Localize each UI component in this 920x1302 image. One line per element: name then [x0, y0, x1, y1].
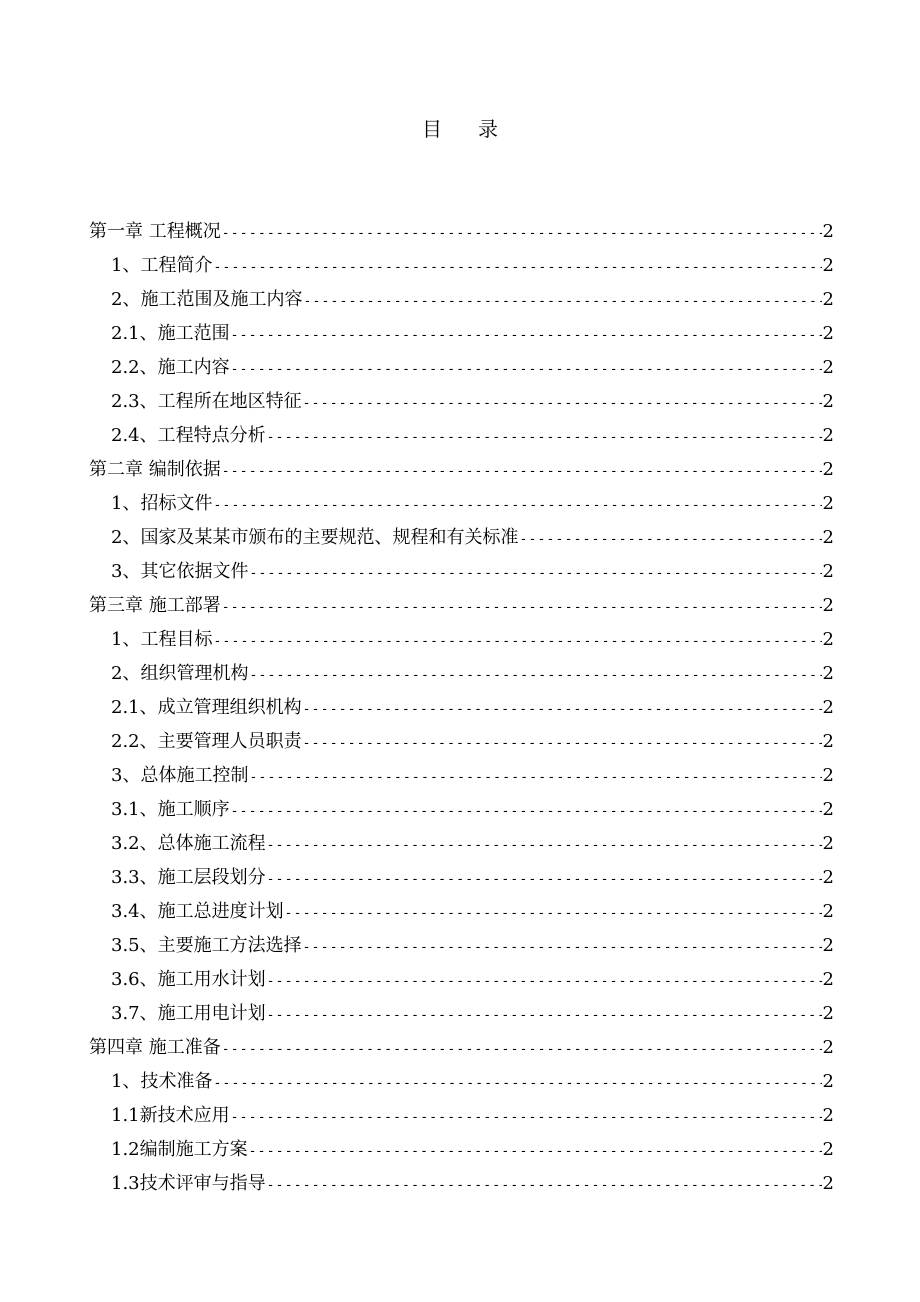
toc-page-number: 2 — [822, 527, 834, 548]
toc-dot-leader — [267, 863, 822, 895]
toc-section-entry[interactable] — [89, 521, 834, 555]
toc-page-number: 2 — [822, 1173, 834, 1194]
toc-dot-leader — [249, 659, 821, 691]
toc-page-number: 2 — [822, 799, 834, 820]
toc-section-entry[interactable] — [89, 657, 834, 691]
toc-dot-leader — [303, 285, 821, 317]
toc-page-number: 2 — [822, 697, 834, 718]
toc-list — [89, 215, 834, 1201]
toc-entry-text: 1、工程目标 — [111, 629, 213, 650]
toc-section-entry[interactable] — [89, 1065, 834, 1099]
toc-dot-leader — [222, 1033, 822, 1065]
toc-section-entry[interactable] — [89, 929, 834, 963]
toc-page-number: 2 — [822, 629, 834, 650]
toc-section-entry[interactable] — [89, 1133, 834, 1167]
toc-page-number: 2 — [822, 765, 834, 786]
toc-page-number: 2 — [822, 221, 834, 242]
toc-entry-text: 1.1新技术应用 — [111, 1105, 230, 1126]
toc-page-number: 2 — [822, 833, 834, 854]
toc-dot-leader — [249, 1135, 822, 1167]
toc-entry-text: 第一章 工程概况 — [89, 221, 221, 242]
toc-section-entry[interactable] — [89, 827, 834, 861]
toc-entry-text: 第二章 编制依据 — [89, 459, 221, 480]
toc-page-number: 2 — [822, 323, 834, 344]
toc-entry-text: 2、国家及某某市颁布的主要规范、规程和有关标准 — [111, 527, 519, 548]
toc-entry-text: 2.2、主要管理人员职责 — [111, 731, 302, 752]
toc-title-part2: 录 — [478, 117, 498, 141]
toc-chapter-entry[interactable] — [89, 215, 834, 249]
toc-page-number: 2 — [822, 1105, 834, 1126]
toc-page-number: 2 — [822, 425, 834, 446]
toc-dot-leader — [303, 727, 822, 759]
toc-section-entry[interactable] — [89, 249, 834, 283]
toc-chapter-entry[interactable] — [89, 1031, 834, 1065]
toc-page-number: 2 — [822, 391, 834, 412]
toc-section-entry[interactable] — [89, 385, 834, 419]
toc-section-entry[interactable] — [89, 861, 834, 895]
toc-entry-text: 3.2、总体施工流程 — [111, 833, 266, 854]
toc-entry-text: 1、工程简介 — [111, 255, 213, 276]
toc-page-number: 2 — [822, 867, 834, 888]
toc-dot-leader — [267, 999, 822, 1031]
toc-section-entry[interactable] — [89, 283, 834, 317]
toc-dot-leader — [303, 931, 822, 963]
toc-entry-text: 第三章 施工部署 — [89, 595, 221, 616]
toc-section-entry[interactable] — [89, 487, 834, 521]
toc-dot-leader — [249, 557, 821, 589]
toc-page-number: 2 — [822, 289, 834, 310]
toc-section-entry[interactable] — [89, 895, 834, 929]
toc-entry-text: 1.2编制施工方案 — [111, 1139, 248, 1160]
toc-dot-leader — [231, 1101, 822, 1133]
toc-title — [0, 114, 920, 144]
toc-page-number: 2 — [822, 935, 834, 956]
toc-page-number: 2 — [822, 357, 834, 378]
toc-entry-text: 1、招标文件 — [111, 493, 213, 514]
toc-entry-text: 3.3、施工层段划分 — [111, 867, 266, 888]
toc-dot-leader — [267, 965, 822, 997]
toc-section-entry[interactable] — [89, 1167, 834, 1201]
toc-page-number: 2 — [822, 595, 834, 616]
toc-page-number: 2 — [822, 493, 834, 514]
toc-page-number: 2 — [822, 561, 834, 582]
toc-entry-text: 2、施工范围及施工内容 — [111, 289, 303, 310]
toc-entry-text: 2.3、工程所在地区特征 — [111, 391, 302, 412]
toc-page-number: 2 — [822, 459, 834, 480]
toc-entry-text: 3.5、主要施工方法选择 — [111, 935, 302, 956]
toc-dot-leader — [231, 795, 822, 827]
toc-section-entry[interactable] — [89, 725, 834, 759]
toc-section-entry[interactable] — [89, 1099, 834, 1133]
toc-section-entry[interactable] — [89, 963, 834, 997]
toc-page-number: 2 — [822, 901, 834, 922]
toc-dot-leader — [267, 421, 822, 453]
toc-entry-text: 2.1、成立管理组织机构 — [111, 697, 302, 718]
toc-dot-leader — [213, 1067, 821, 1099]
toc-dot-leader — [222, 455, 822, 487]
toc-entry-text: 3.1、施工顺序 — [111, 799, 230, 820]
toc-chapter-entry[interactable] — [89, 589, 834, 623]
toc-entry-text: 3、总体施工控制 — [111, 765, 249, 786]
toc-entry-text: 2.2、施工内容 — [111, 357, 230, 378]
toc-page-number: 2 — [822, 255, 834, 276]
toc-page-number: 2 — [822, 1071, 834, 1092]
toc-page-number: 2 — [822, 663, 834, 684]
toc-dot-leader — [249, 761, 821, 793]
toc-page-number: 2 — [822, 1139, 834, 1160]
toc-entry-text: 2、组织管理机构 — [111, 663, 249, 684]
toc-dot-leader — [303, 693, 822, 725]
toc-section-entry[interactable] — [89, 351, 834, 385]
toc-dot-leader — [267, 1169, 822, 1201]
toc-section-entry[interactable] — [89, 759, 834, 793]
toc-dot-leader — [267, 829, 822, 861]
toc-section-entry[interactable] — [89, 793, 834, 827]
toc-entry-text: 3.6、施工用水计划 — [111, 969, 266, 990]
toc-dot-leader — [222, 591, 822, 623]
toc-section-entry[interactable] — [89, 623, 834, 657]
toc-page-number: 2 — [822, 1037, 834, 1058]
toc-dot-leader — [519, 523, 821, 555]
toc-dot-leader — [231, 353, 822, 385]
toc-section-entry[interactable] — [89, 419, 834, 453]
toc-dot-leader — [231, 319, 822, 351]
toc-entry-text: 1.3技术评审与指导 — [111, 1173, 266, 1194]
toc-entry-text: 3、其它依据文件 — [111, 561, 249, 582]
toc-dot-leader — [213, 625, 821, 657]
toc-entry-text: 3.4、施工总进度计划 — [111, 901, 284, 922]
toc-page-number: 2 — [822, 1003, 834, 1024]
toc-entry-text: 1、技术准备 — [111, 1071, 213, 1092]
toc-section-entry[interactable] — [89, 555, 834, 589]
toc-entry-text: 2.1、施工范围 — [111, 323, 230, 344]
toc-section-entry[interactable] — [89, 997, 834, 1031]
toc-dot-leader — [213, 489, 821, 521]
toc-page-number: 2 — [822, 969, 834, 990]
toc-dot-leader — [303, 387, 822, 419]
toc-dot-leader — [222, 217, 822, 249]
toc-page-number: 2 — [822, 731, 834, 752]
toc-section-entry[interactable] — [89, 317, 834, 351]
toc-dot-leader — [285, 897, 822, 929]
toc-section-entry[interactable] — [89, 691, 834, 725]
toc-chapter-entry[interactable] — [89, 453, 834, 487]
toc-entry-text: 2.4、工程特点分析 — [111, 425, 266, 446]
toc-title-part1: 目 — [422, 117, 442, 141]
toc-dot-leader — [213, 251, 821, 283]
toc-entry-text: 第四章 施工准备 — [89, 1037, 221, 1058]
toc-entry-text: 3.7、施工用电计划 — [111, 1003, 266, 1024]
